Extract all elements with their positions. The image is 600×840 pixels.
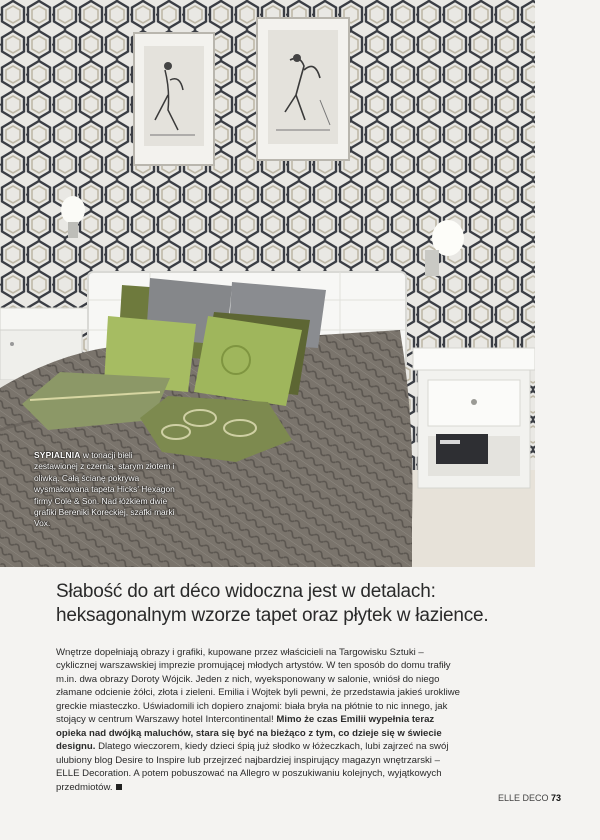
caption-text: w tonacji bieli zestawionej z czernią, starym złotem i oliwką. Całą ścianę pokrywa wysmakowana tapeta Hicks' Hexagon firmy Cole & Son. Nad łóżkiem dwie grafiki Bereniki Koreckiej, szafki marki Vox. [34, 450, 175, 529]
magazine-on-shelf [436, 434, 488, 464]
artwork-left [134, 33, 214, 165]
photo-caption [34, 450, 176, 530]
body-paragraph-2: Dlatego wieczorem, kiedy dzieci śpią już słodko w łóżeczkach, lubi zajrzeć na swój ulubiony blog Desire to Inspire lub przejrzeć najbardziej inspirujący magazyn wnętrzarski – ELLE Decoration. A potem pobuszować na Allegro w poszukiwaniu kolejnych, wyjątkowych przedmiotów. [56, 741, 449, 793]
footer-brand: ELLE DECO [498, 793, 549, 803]
end-mark-icon [116, 784, 122, 790]
body-paragraph-1: Wnętrze dopełniają obrazy i grafiki, kupowane przez właścicieli na Targowisku Sztuki – cyklicznej warszawskiej imprezie promującej młodych artystów. W ten sposób do domu trafiły m.in. dwa obrazy Doroty Wójcik. Jeden z nich, wyeksponowany w salonie, wniósł do niego złamane odcienie żółci, złota i zieleni. Emilia i Wojtek byli pewni, że przedstawia jakieś urokliwe greckie miasteczko. Uświadomili ich dopiero znajomi: biała bryła na płótnie to nic innego, jak stojący w centrum Warszawy hotel Intercontinental! [56, 647, 461, 726]
nightstand-right [413, 348, 535, 488]
body-bold-lead: Mimo że czas Emilii wypełnia teraz opieka nad dwójką maluchów, stara się być na bieżąco z tym, co dzieje się w świecie designu. [56, 714, 442, 753]
headline-line-2: heksagonalnym wzorze tapet oraz płytek w łazience. [56, 605, 489, 626]
artwork-right [257, 18, 349, 160]
headline-line-1: Słabość do art déco widoczna jest w detalach: [56, 581, 436, 602]
article-body [56, 646, 466, 794]
pull-quote-headline [56, 580, 576, 628]
caption-lead: SYPIALNIA [34, 450, 81, 460]
page-footer [498, 793, 561, 803]
page-number: 73 [551, 793, 562, 803]
